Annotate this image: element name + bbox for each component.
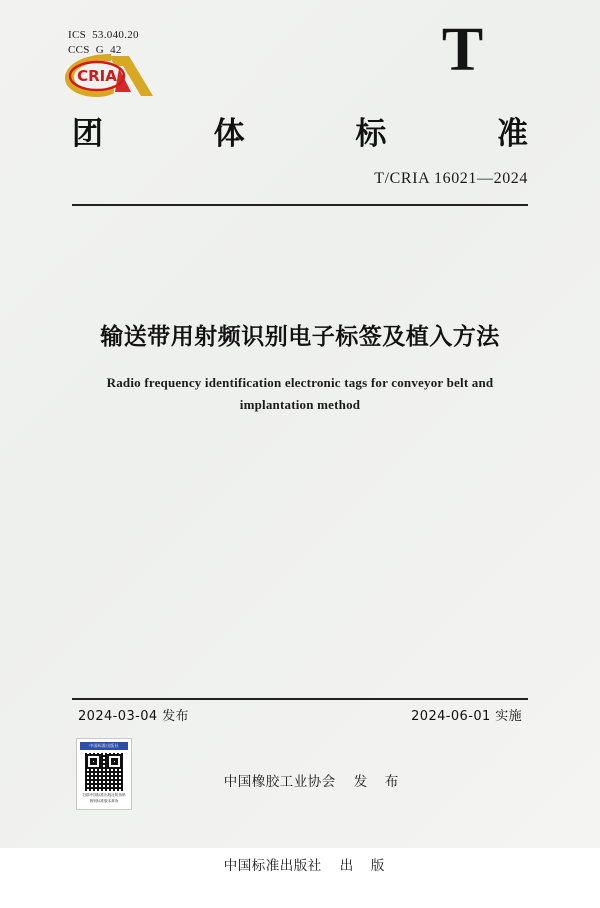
publisher-org: 中国橡胶工业协会 [223, 774, 336, 790]
qr-code-icon [85, 753, 123, 791]
page-title-english-line-1: Radio frequency identification electronic tags for conveyor belt and [106, 375, 494, 390]
publisher-org-row [195, 740, 401, 824]
divider-top [72, 204, 528, 206]
implementation-date: 2024-06-01 实施 [411, 709, 522, 724]
letter-t: T [441, 16, 485, 84]
cria-logo [57, 48, 165, 100]
standard-type-char-4: 准 [496, 116, 528, 152]
divider-bottom [72, 698, 528, 700]
standard-type-char-2: 体 [213, 116, 245, 152]
standard-number: T/CRIA 16021—2024 [374, 170, 528, 187]
ccs-line: CCS G 42 [68, 44, 122, 56]
ics-line: ICS 53.040.20 [68, 29, 139, 41]
publisher-press-verb: 出 版 [339, 858, 388, 874]
publisher-org-verb: 发 布 [353, 774, 402, 790]
standard-type-heading [72, 108, 528, 153]
publisher-press: 中国标准出版社 [223, 858, 322, 874]
page-title-english [100, 372, 500, 416]
standard-type-char-1: 团 [72, 116, 103, 152]
issue-date: 2024-03-04 发布 [78, 709, 189, 724]
standard-type-char-3: 标 [355, 116, 387, 152]
seal-footer-line-2: 辨别标准版本真伪 [89, 798, 119, 803]
anti-counterfeit-seal [76, 738, 132, 810]
page-title: 输送带用射频识别电子标签及植入方法 [100, 324, 500, 350]
publisher-press-row [195, 824, 401, 908]
seal-footer-line-1: 扫描中国标准出版社防伪码 [82, 793, 126, 797]
publisher-block [195, 740, 401, 908]
cria-logo-text: CRIA [77, 67, 117, 85]
page-title-english-line-2: implantation method [239, 397, 361, 412]
seal-header: 中国标准出版社 [80, 742, 128, 750]
